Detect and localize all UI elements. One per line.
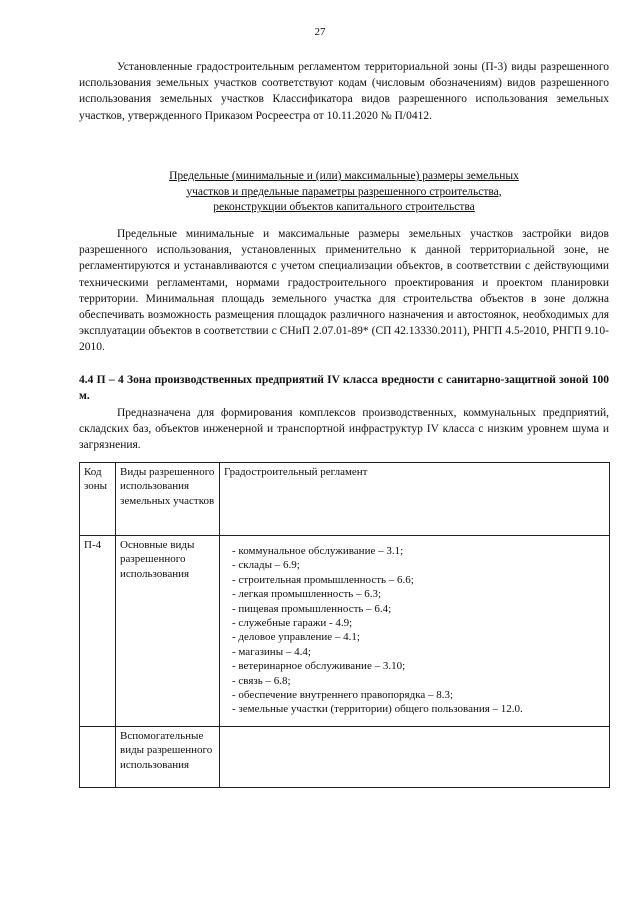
row-code-cell: П-4: [80, 536, 116, 727]
list-item: - строительная промышленность – 6.6;: [232, 573, 414, 586]
aux-regulation-cell: [220, 727, 610, 788]
section-heading-line-1: Предельные (минимальные и (или) максимальные) размеры земельных: [169, 170, 519, 182]
aux-code-cell: [80, 727, 116, 788]
intro-paragraph: Установленные градостроительным регламентом территориальной зоны (П-3) виды разрешенного использования земельных участков соответствуют кодам (числовым обозначениям) видов разрешенного использования земельных участков Классификатора видов разрешенного использования земельных участков, утвержденного Приказом Росреестра от 10.11.2020 № П/0412.: [79, 61, 609, 122]
list-item: - склады – 6.9;: [232, 559, 300, 572]
list-item: - коммунальное обслуживание – 3.1;: [232, 545, 404, 557]
page-number: 27: [314, 26, 326, 38]
row-regulation-cell: [220, 536, 610, 727]
list-item: - магазины – 4.4;: [232, 645, 311, 658]
zone-purpose-paragraph: Предназначена для формирования комплексов производственных, коммунальных предприятий, складских баз, объектов инженерной и транспортной инфраструктур IV класса с низким уровнем шума и загрязнения.: [79, 407, 609, 452]
table-row: [80, 727, 610, 788]
header-types-cell: Виды разрешенного использования земельных участков: [116, 463, 220, 536]
section-heading-line-2: участков и предельные параметры разрешенного строительства,: [186, 185, 502, 198]
list-item: - легкая промышленность – 6.3;: [232, 588, 382, 601]
permitted-uses-list: [232, 544, 605, 717]
row-types-cell: Основные виды разрешенного использования: [116, 536, 220, 727]
zone-heading: 4.4 П – 4 Зона производственных предприятий IV класса вредности с санитарно-защитной зоной 100 м.: [79, 373, 609, 402]
section-heading: [79, 169, 609, 216]
table-header-row: [80, 463, 610, 536]
list-item: - обеспечение внутреннего правопорядка – 8.3;: [232, 689, 454, 702]
aux-types-cell: Вспомогательные виды разрешенного использования: [116, 727, 220, 788]
list-item: - деловое управление – 4.1;: [232, 631, 360, 644]
header-regulation-cell: Градостроительный регламент: [220, 463, 610, 536]
regulation-table: [79, 462, 610, 788]
list-item: - ветеринарное обслуживание – 3.10;: [232, 660, 406, 673]
list-item: - связь – 6.8;: [232, 674, 291, 687]
list-item: - земельные участки (территории) общего пользования – 12.0.: [232, 703, 523, 716]
table-row: [80, 536, 610, 727]
list-item: - служебные гаражи - 4.9;: [232, 617, 353, 630]
header-code-cell: Код зоны: [80, 463, 116, 536]
section-heading-line-3: реконструкции объектов капитального строительства: [213, 201, 475, 213]
size-limits-paragraph: Предельные минимальные и максимальные размеры земельных участков застройки видов разрешенного использования, установленных применительно к данной территориальной зоне, не регламентируются и устанавливаются с учетом специализации объектов, в соответствии с действующими техническими регламентами, нормами градостроительного проектирования и проектом планировки территории. Минимальная площадь земельного участка для строительства объектов в зоне должна обеспечивать возможность размещения площадок различного назначения и автостоянок, необходимых для эксплуатации объектов в соответствии с СНиП 2.07.01-89* (СП 42.13330.2011), РНГП 4.5-2010, РНГП 9.10-2010.: [79, 228, 609, 354]
list-item: - пищевая промышленность – 6.4;: [232, 602, 392, 615]
